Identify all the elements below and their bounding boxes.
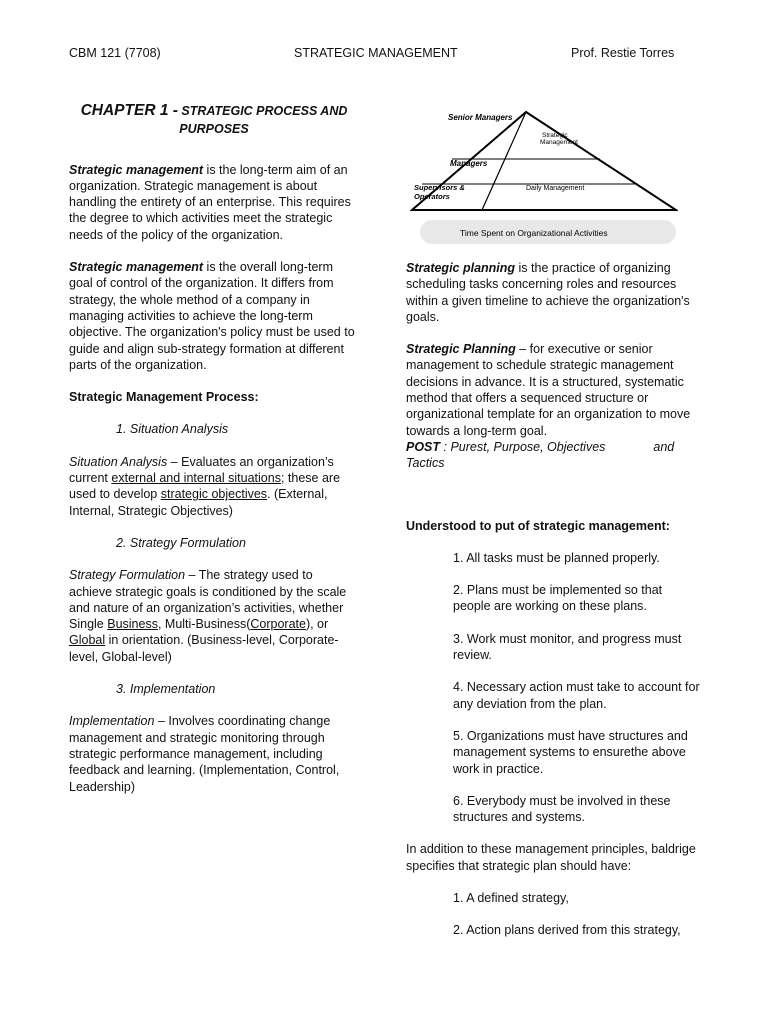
header-subject: STRATEGIC MANAGEMENT [294,46,458,60]
pyramid-divider-diagonal [482,112,526,210]
process-heading: Strategic Management Process: [69,390,259,405]
post-and: and [653,439,675,454]
principle-item-6: 6. Everybody must be involved in these structures and systems. [453,793,671,825]
principle-item-5: 5. Organizations must have structures and management systems to ensurethe above work in practice. [453,728,688,776]
label-managers: Managers [450,159,488,168]
step-strategy-formulation: 2. Strategy Formulation [116,535,246,550]
post-text: : Purest, Purpose, Objectives [440,439,606,454]
right-column [406,110,702,955]
term: Implementation [69,714,155,729]
post-tactics: Tactics [406,456,445,471]
underlined-text: strategic objectives [160,487,268,502]
paragraph-text: ; these are used to develop [69,471,341,502]
paragraph-text: – for executive or senior management to schedule strategic management decisions in advance. It is a structured, systematic method that offers a sequenced structure or organizational template for an organization to move towards a long-term goal. [406,342,691,438]
underlined-text: Business [107,617,158,632]
term: Strategic planning [406,261,516,275]
paragraph-text: is the overall long-term goal of control of the organization. It differs from strategy, the whole method of a company in managing activities to achieve the long-term objective. The organization's policy must be used to guide and align sub-strategy formation at different parts of the organization. [69,260,355,372]
paragraph-text: ), or [305,617,329,632]
underlined-text: Global [69,633,106,648]
paragraph-strategic-management-2 [69,259,359,373]
paragraph-text: is the long-term aim of an organization. Strategic management is about handling the entirety of an enterprise. This requires the degree to which activities meet the strategic needs of the policy of the organization. [69,162,351,242]
paragraph-strategic-planning-2 [406,341,702,439]
paragraph-baldrige: In addition to these management principles, baldrige specifies that strategic plan should have: [406,842,696,873]
chapter-title-line1: STRATEGIC PROCESS AND [181,104,348,118]
header-professor: Prof. Restie Torres [571,46,675,60]
plan-list [406,890,702,939]
paragraph-situation-analysis [69,454,359,519]
principle-item-3: 3. Work must monitor, and progress must review. [453,631,682,663]
paragraph-text: – Involves coordinating change management and strategic monitoring through strategic performance management, including feedback and learning. (Implementation, Control, Leadership) [69,714,340,794]
paragraph-text: , Multi-Business( [157,617,251,632]
principles-list [406,550,702,826]
paragraph-strategic-planning-1 [406,260,702,325]
step-implementation: 3. Implementation [116,682,216,697]
chapter-title-line2: PURPOSES [179,122,249,137]
understood-heading: Understood to put of strategic management: [406,518,670,533]
plan-item-2: 2. Action plans derived from this strategy, [453,923,681,938]
principle-item-1: 1. All tasks must be planned properly. [453,550,660,565]
paragraph-implementation [69,713,359,794]
paragraph-strategy-formulation [69,567,359,665]
underlined-text: external and internal situations [111,471,281,486]
term: Strategic Planning [406,342,516,357]
paragraph-strategic-management-1 [69,162,359,243]
term: Strategy Formulation [69,568,186,583]
pyramid-svg [410,110,678,246]
underlined-text: Corporate [250,617,306,632]
header-course: CBM 121 (7708) [69,46,161,60]
paragraph-text: in orientation. (Business-level, Corporate-level, Global-level) [69,633,339,664]
label-senior-managers: Senior Managers [448,113,513,122]
label-strategic: Strategic [542,132,568,139]
paragraph-text: – Evaluates an organization’s current [69,454,334,486]
diagram-caption: Time Spent on Organizational Activities [460,228,608,238]
term: Situation Analysis [69,454,168,469]
term: Strategic management [69,162,204,177]
paragraph-text: . (External, Internal, Strategic Objectives) [69,487,328,518]
plan-item-1: 1. A defined strategy, [453,891,569,906]
paragraph-text: is the practice of organizing scheduling tasks concerning roles and resources within a given timeline to achieve the organization's goals. [406,261,690,324]
paragraph-post [406,439,702,472]
principle-item-4: 4. Necessary action must take to account for any deviation from the plan. [453,680,700,711]
principle-item-2: 2. Plans must be implemented so that people are working on these plans. [453,583,663,614]
label-operators: Operators [414,192,450,201]
post-label: POST [406,439,441,454]
chapter-title [69,103,359,138]
management-pyramid-diagram [410,110,678,246]
label-management: Management [540,139,578,146]
label-supervisors: Supervisors & [414,183,465,192]
chapter-number: CHAPTER 1 - [80,102,178,119]
left-column [69,103,359,811]
term: Strategic management [69,260,204,275]
paragraph-text: – The strategy used to achieve strategic goals is conditioned by the scale and nature of an organization’s activities, whether Single [69,568,347,632]
label-daily-management: Daily Management [526,185,585,192]
step-situation-analysis: 1. Situation Analysis [116,422,229,437]
